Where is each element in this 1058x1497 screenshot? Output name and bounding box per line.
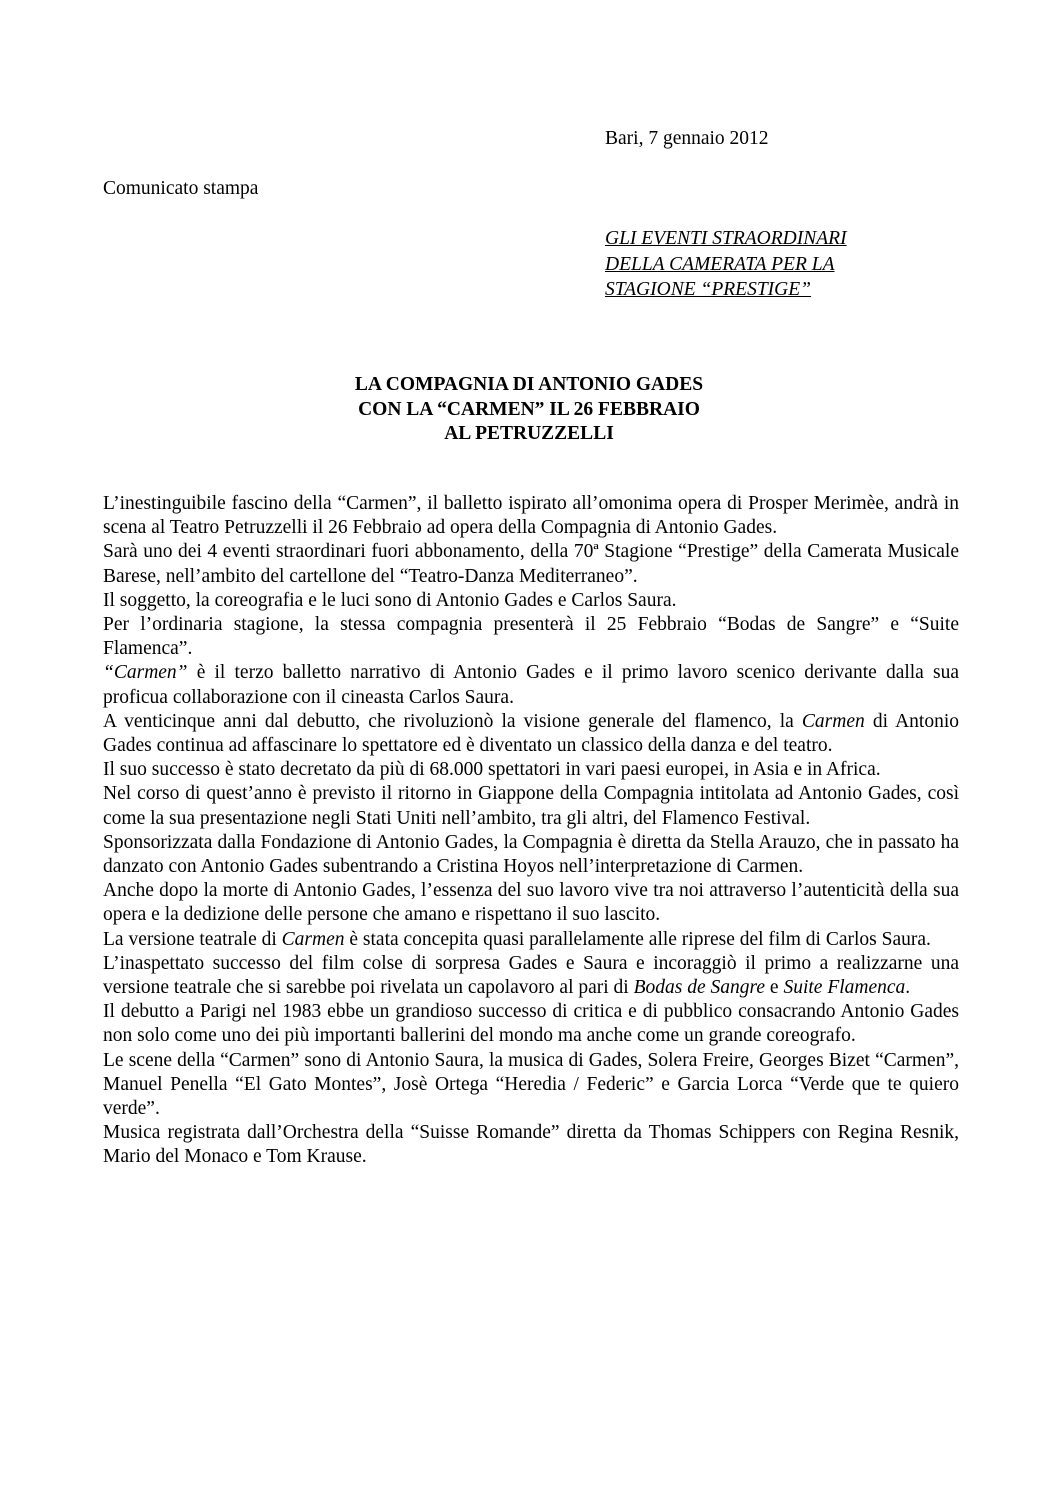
paragraph-text: è stata concepita quasi parallelamente alle riprese del film di Carlos Saura. [344, 928, 931, 950]
paragraph: Nel corso di quest’anno è previsto il ritorno in Giappone della Compagnia intitolata ad Antonio Gades, così come la sua presentazione negli Stati Uniti nell’ambito, tra gli altri, del Flamenco Festival. [103, 783, 959, 829]
italic-title: Bodas de Sangre [633, 977, 766, 999]
paragraph: Sarà uno dei 4 eventi straordinari fuori abbonamento, della 70ª Stagione “Prestige” della Camerata Musicale Barese, nell’ambito del cartellone del “Teatro-Danza Mediterraneo”. [103, 541, 959, 587]
date-line: Bari, 7 gennaio 2012 [605, 128, 769, 149]
paragraph: Sponsorizzata dalla Fondazione di Antonio Gades, la Compagnia è diretta da Stella Arauzo, che in passato ha danzato con Antonio Gades subentrando a Cristina Hoyos nell’interpretazione di Carmen. [103, 831, 959, 878]
italic-title: Suite Flamenca [783, 977, 906, 999]
paragraph: Anche dopo la morte di Antonio Gades, l’essenza del suo lavoro vive tra noi attraverso l’autenticità della sua opera e la dedizione delle persone che amano e rispettano il suo lascito. [103, 880, 959, 926]
italic-title: Carmen [801, 710, 865, 732]
paragraph: Le scene della “Carmen” sono di Antonio Saura, la musica di Gades, Solera Freire, Georges Bizet “Carmen”, Manuel Penella “El Gato Montes”, Josè Ortega “Heredia / Federic” e Garcia Lorca “Verde que te quiero verde”. [103, 1049, 959, 1120]
paragraph [103, 928, 959, 952]
paragraph-text: . [905, 977, 911, 999]
document-label: Comunicato stampa [103, 178, 259, 199]
paragraph: Il soggetto, la coreografia e le luci sono di Antonio Gades e Carlos Saura. [103, 589, 677, 611]
paragraph [103, 952, 959, 1000]
paragraph-text: e [765, 977, 784, 999]
headline-line: LA COMPAGNIA DI ANTONIO GADES [354, 374, 704, 395]
paragraph: Musica registrata dall’Orchestra della “Suisse Romande” diretta da Thomas Schippers con Regina Resnik, Mario del Monaco e Tom Krause. [103, 1122, 959, 1168]
paragraph-text: è il terzo balletto narrativo di Antonio Gades e il primo lavoro scenico derivante dalla sua proficua collaborazione con il cineasta Carlos Saura. [103, 662, 959, 708]
paragraph-text: La versione teatrale di [103, 928, 282, 950]
paragraph: Per l’ordinaria stagione, la stessa compagnia presenterà il 25 Febbraio “Bodas de Sangre” e “Suite Flamenca”. [103, 614, 959, 660]
headline [103, 373, 955, 447]
paragraph [103, 710, 959, 758]
event-subtitle [605, 226, 905, 303]
body-text [103, 492, 959, 1170]
paragraph: L’inestinguibile fascino della “Carmen”, il balletto ispirato all’omonima opera di Prosper Merimèe, andrà in scena al Teatro Petruzzelli il 26 Febbraio ad opera della Compagnia di Antonio Gades. [103, 493, 959, 539]
subtitle-line: STAGIONE “PRESTIGE” [605, 279, 812, 300]
subtitle-line: GLI EVENTI STRAORDINARI [605, 228, 847, 249]
paragraph: Il suo successo è stato decretato da più di 68.000 spettatori in vari paesi europei, in Asia e in Africa. [103, 759, 881, 781]
paragraph: Il debutto a Parigi nel 1983 ebbe un grandioso successo di critica e di pubblico consacrando Antonio Gades non solo come uno dei più importanti ballerini del mondo ma anche come un grande coreografo. [103, 1001, 959, 1047]
italic-title: Carmen [281, 928, 345, 950]
headline-line: AL PETRUZZELLI [444, 423, 614, 444]
subtitle-line: DELLA CAMERATA PER LA [605, 253, 835, 275]
paragraph-text: di Antonio Gades continua ad affascinare lo spettatore ed è diventato un classico della danza e del teatro. [103, 710, 960, 757]
paragraph-text: A venticinque anni dal debutto, che rivoluzionò la visione generale del flamenco, la [103, 710, 802, 732]
paragraph-text: L’inaspettato successo del film colse di sorpresa Gades e Saura e incoraggiò il primo a realizzarne una versione teatrale che si sarebbe poi rivelata un capolavoro al pari di [103, 952, 959, 999]
italic-title: “Carmen” [103, 662, 188, 684]
paragraph [103, 661, 959, 709]
headline-line: CON LA “CARMEN” IL 26 FEBBRAIO [358, 398, 700, 420]
